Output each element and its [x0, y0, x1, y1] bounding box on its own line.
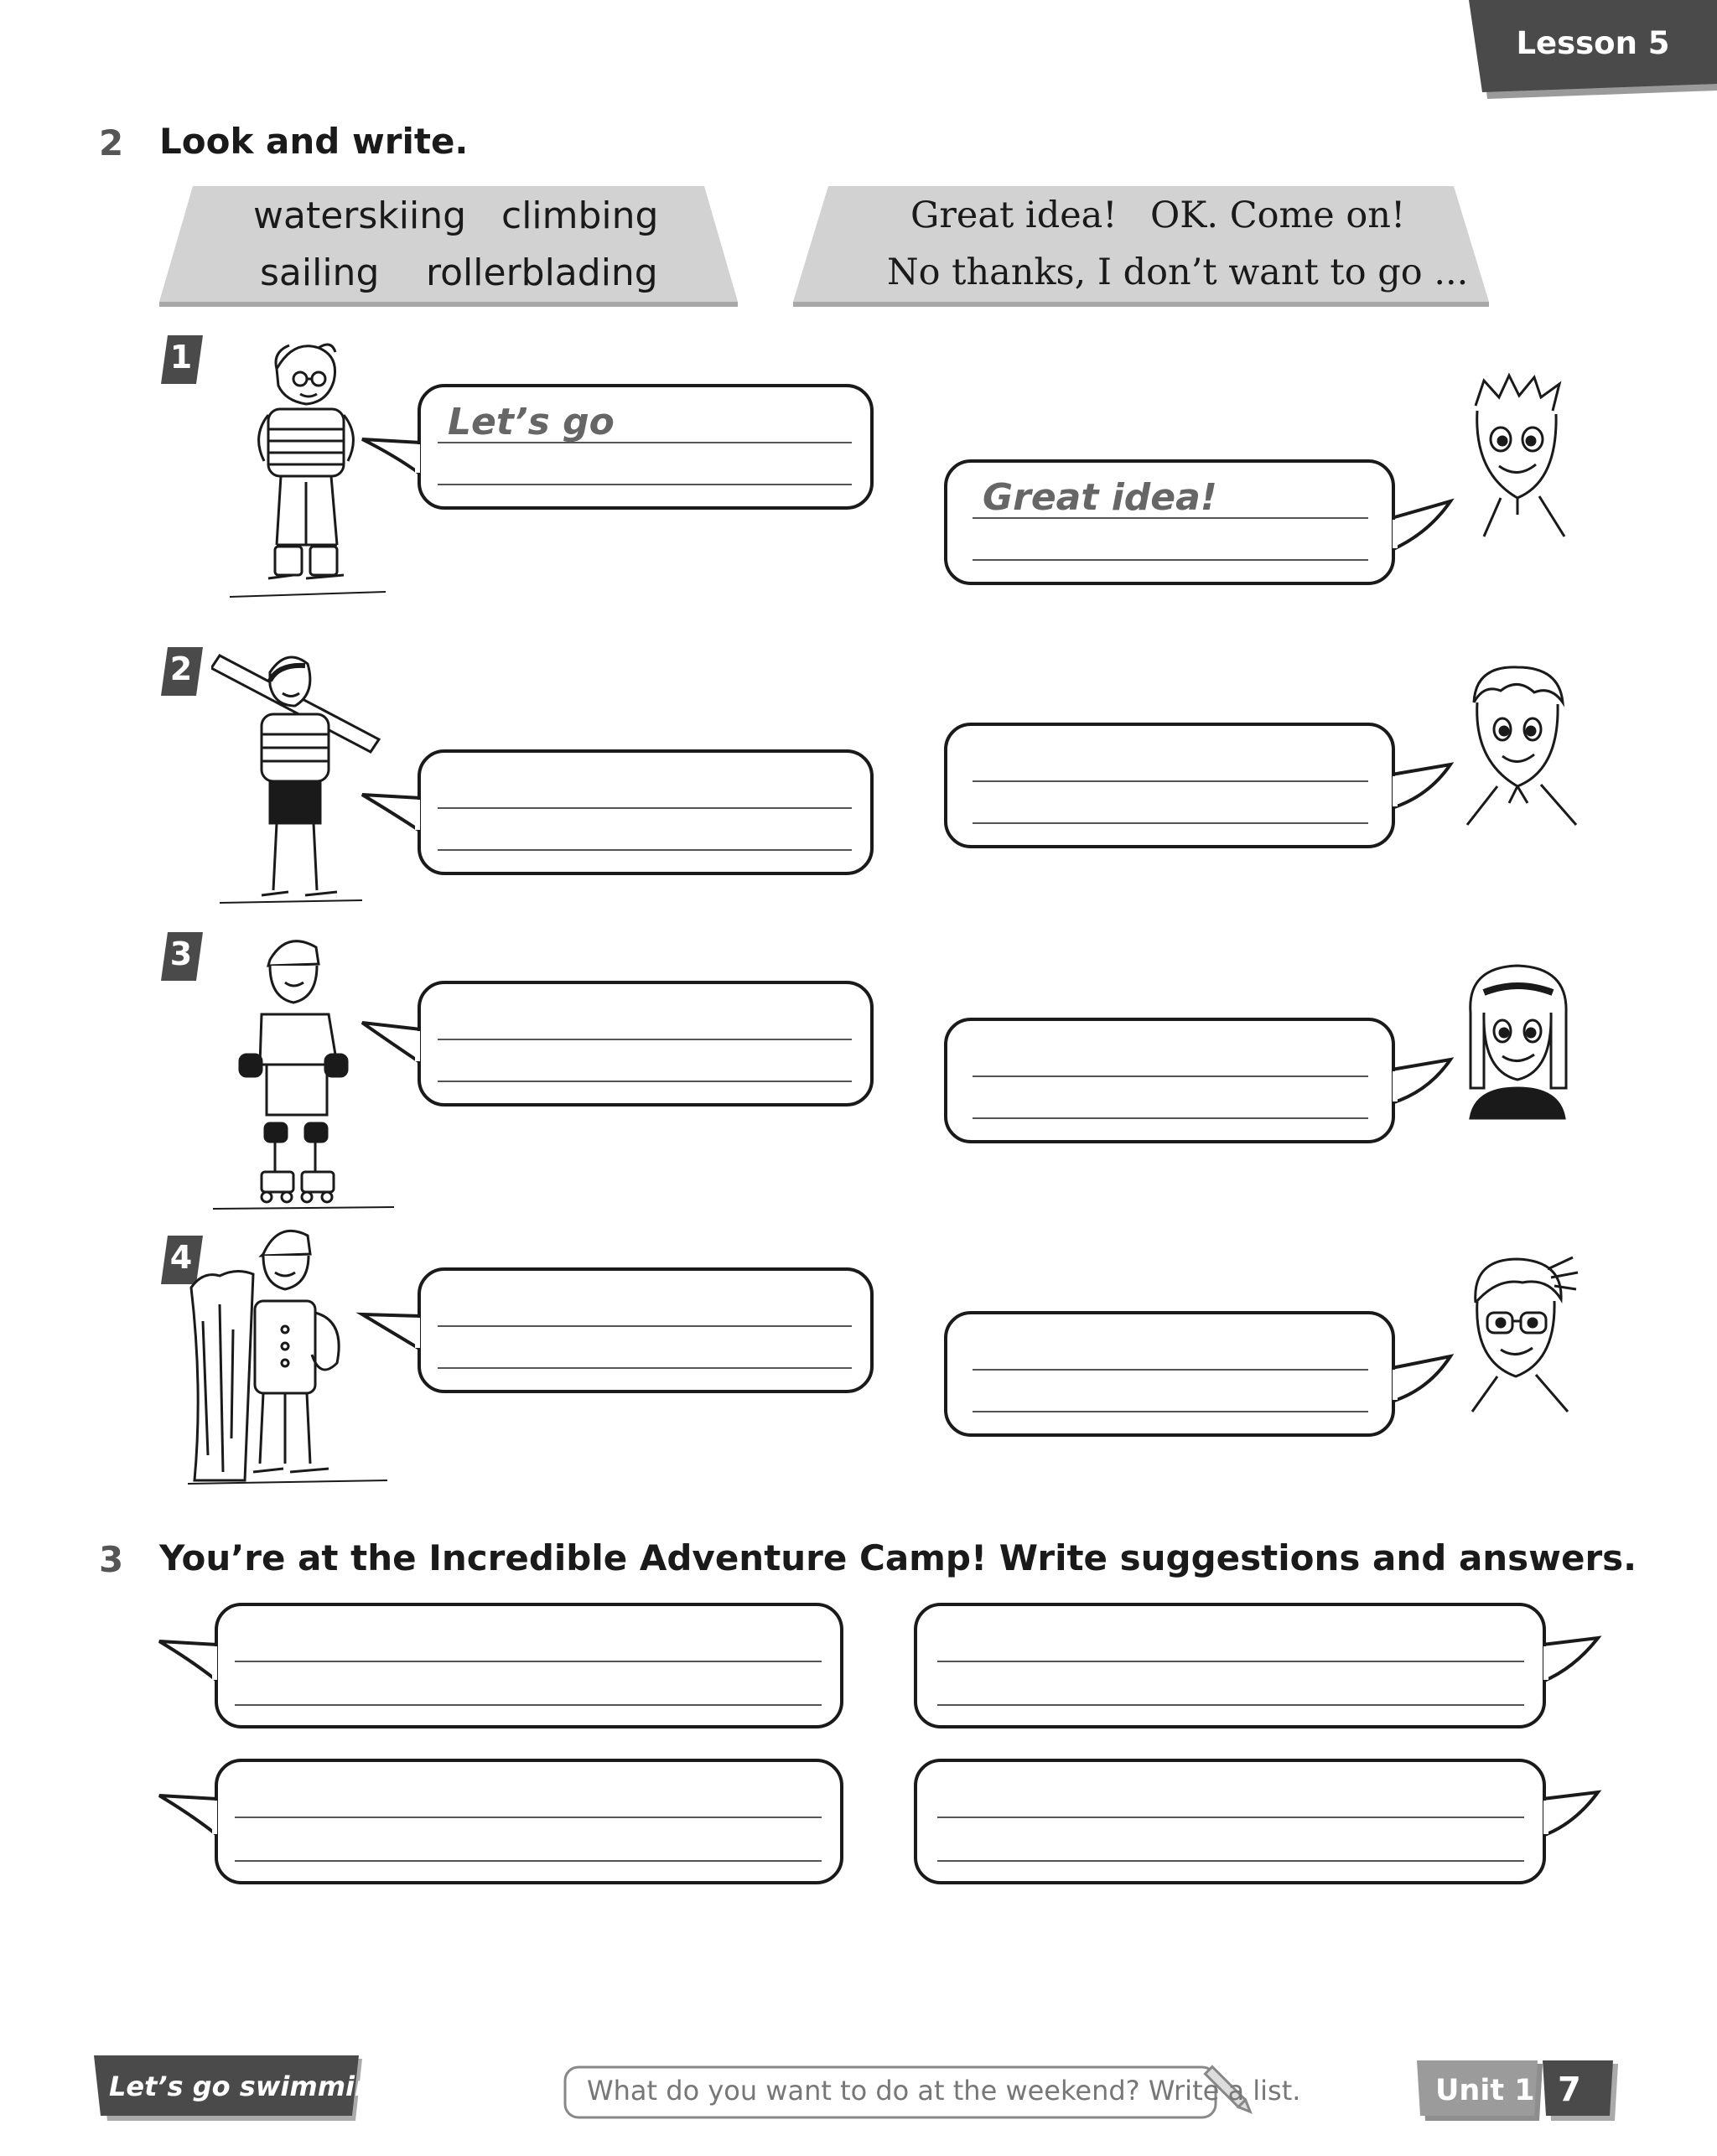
girl-with-glasses-face-illustration — [1455, 1252, 1581, 1413]
item-number-badge: 4 — [161, 1236, 203, 1284]
word-sailing: sailing — [260, 251, 380, 294]
exercise-2-number: 2 — [99, 122, 124, 163]
item-number-badge: 1 — [161, 335, 203, 384]
lesson-label: Lesson 5 — [1516, 25, 1670, 61]
answer-bubble-3a[interactable] — [159, 1601, 845, 1730]
boy-face-illustration — [1459, 372, 1583, 540]
speech-bubble-suggestion-1[interactable] — [362, 382, 875, 511]
exercise-3-number: 3 — [99, 1539, 124, 1580]
footer-phrase-tab — [94, 2055, 403, 2121]
item-number-badge: 3 — [161, 932, 203, 981]
phrase-great-idea: Great idea! — [910, 194, 1118, 236]
speech-bubble-response-2[interactable] — [942, 721, 1452, 850]
lesson-tab — [1469, 0, 1717, 99]
item-number-badge: 2 — [161, 647, 203, 696]
phrase-no-thanks: No thanks, I don’t want to go ... — [887, 251, 1469, 293]
speech-bubble-response-3[interactable] — [942, 1016, 1452, 1145]
response-phrase-box — [793, 186, 1489, 310]
footer-task-box — [562, 2060, 1301, 2124]
word-climbing: climbing — [501, 194, 659, 237]
boy-face-illustration — [1459, 661, 1585, 828]
exercise-2-title: Look and write. — [159, 121, 469, 162]
footer-phrase: Let’s go swimming. — [109, 2070, 403, 2102]
speech-bubble-suggestion-4[interactable] — [362, 1266, 875, 1395]
word-waterskiing: waterskiing — [253, 194, 467, 237]
unit-page-tab — [1417, 2060, 1618, 2121]
answer-suggestion-1: Let’s go — [448, 401, 615, 443]
unit-label: Unit 1 — [1435, 2074, 1535, 2107]
speech-bubble-response-1[interactable] — [942, 458, 1452, 587]
footer-task-text: What do you want to do at the weekend? Write a list. — [587, 2075, 1301, 2107]
answer-bubble-3c[interactable] — [159, 1757, 845, 1886]
page-number: 7 — [1558, 2070, 1581, 2109]
speech-bubble-response-4[interactable] — [942, 1309, 1452, 1438]
word-rollerblading: rollerblading — [426, 251, 658, 294]
answer-bubble-3b[interactable] — [912, 1601, 1600, 1730]
phrase-ok-come-on: OK. Come on! — [1150, 194, 1406, 236]
speech-bubble-suggestion-2[interactable] — [362, 748, 875, 877]
answer-bubble-3d[interactable] — [912, 1757, 1600, 1886]
boy-with-waterski-illustration — [211, 647, 387, 907]
activity-word-box — [159, 186, 738, 310]
speech-bubble-suggestion-3[interactable] — [362, 979, 875, 1108]
answer-response-1: Great idea! — [983, 476, 1217, 519]
girl-face-illustration — [1459, 962, 1576, 1122]
exercise-3-title: You’re at the Incredible Adventure Camp! Write suggestions and answers. — [159, 1537, 1637, 1578]
